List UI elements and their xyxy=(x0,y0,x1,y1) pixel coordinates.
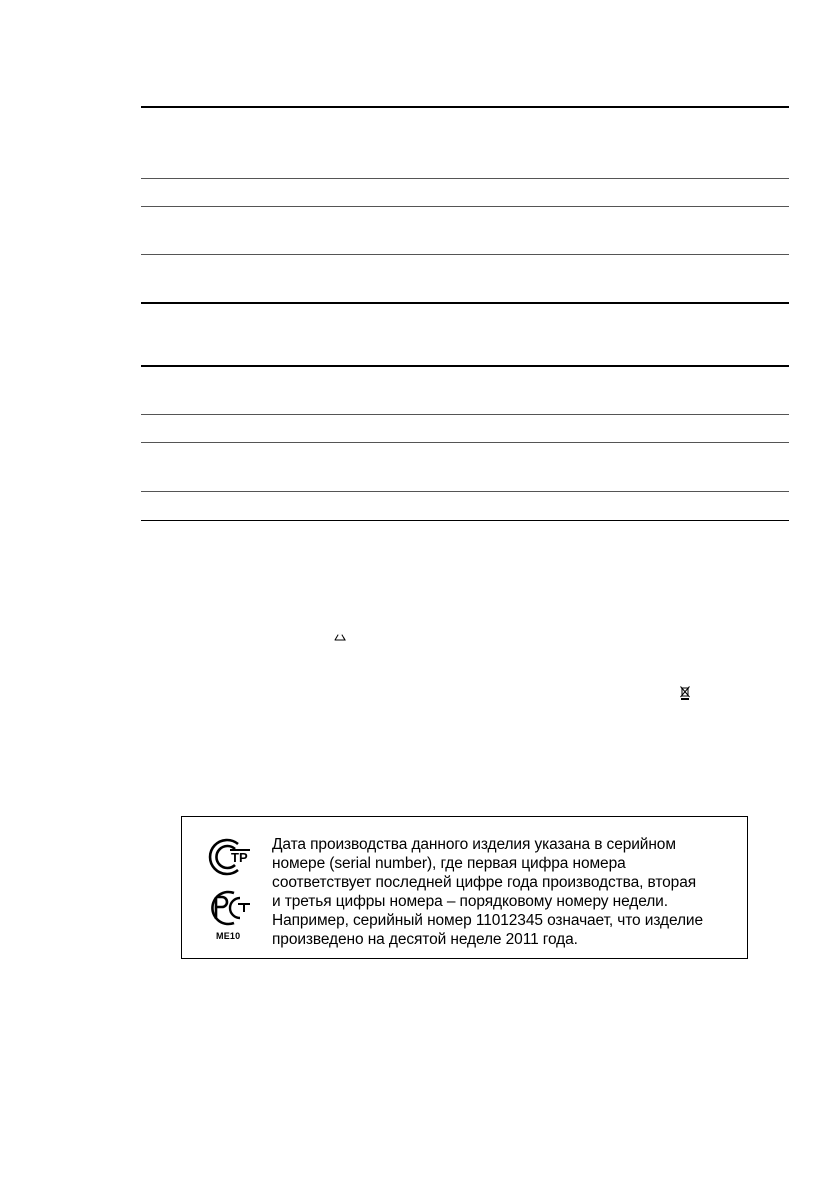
notice-line: Например, серийный номер 11012345 означает, что изделие xyxy=(272,912,703,929)
production-date-notice xyxy=(181,816,748,959)
table-row xyxy=(141,367,789,414)
recycle-icon xyxy=(333,630,347,644)
table-bottom-rule xyxy=(141,520,789,521)
table-row xyxy=(141,179,789,206)
notice-line: Дата производства данного изделия указана в серийном xyxy=(272,836,676,853)
table-row xyxy=(141,492,789,520)
crossed-bin-icon xyxy=(679,685,691,701)
table-row xyxy=(141,108,789,178)
gost-certification-mark-icon xyxy=(204,887,256,929)
tr-certification-mark-icon xyxy=(204,835,256,879)
tr-mark-letters: ТР xyxy=(231,850,248,865)
table-row xyxy=(141,207,789,254)
notice-text xyxy=(272,835,742,949)
notice-line: произведено на десятой неделе 2011 года. xyxy=(272,931,578,948)
table-row xyxy=(141,415,789,442)
table-row xyxy=(141,443,789,491)
notice-line: и третья цифры номера – порядковому номеру недели. xyxy=(272,893,668,910)
notice-line: соответствует последней цифре года производства, вторая xyxy=(272,874,697,891)
mark-code: ME10 xyxy=(216,931,241,941)
table-row xyxy=(141,255,789,302)
table-bottom-rule xyxy=(141,302,789,304)
notice-line: номере (serial number), где первая цифра номера xyxy=(272,855,626,872)
